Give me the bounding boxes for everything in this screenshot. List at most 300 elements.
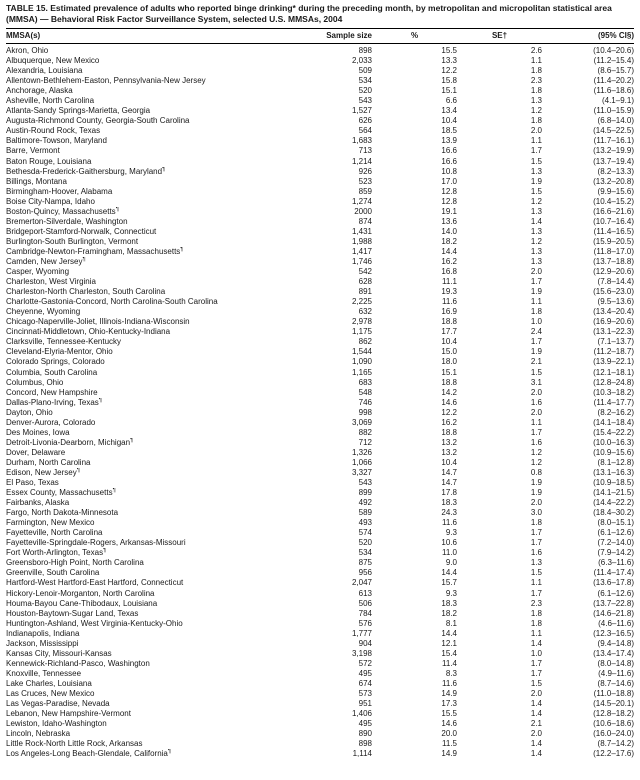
ci-cell: (8.0–14.8): [597, 658, 634, 668]
mmsa-name-cell: Kansas City, Missouri-Kansas: [6, 648, 112, 658]
ci-cell: (13.7–22.8): [593, 598, 634, 608]
ci-cell: (14.4–22.2): [593, 498, 634, 508]
sample-size-cell: 548: [358, 387, 372, 397]
ci-cell: (11.4–20.2): [593, 76, 634, 86]
mmsa-name-cell: Bridgeport-Stamford-Norwalk, Connecticut: [6, 226, 157, 236]
se-cell: 1.4: [530, 638, 542, 648]
se-cell: 3.0: [530, 508, 542, 518]
mmsa-name-cell: El Paso, Texas: [6, 478, 59, 488]
percent-cell: 16.9: [441, 307, 457, 317]
ci-cell: (11.4–17.7): [593, 397, 634, 407]
column-header-se: SE†: [457, 29, 542, 44]
ci-cell: (11.2–18.7): [593, 347, 634, 357]
sample-size-cell: 1,406: [351, 709, 372, 719]
mmsa-name-cell: Allentown-Bethlehem-Easton, Pennsylvania-New Jersey: [6, 76, 206, 86]
ci-cell: (16.9–20.6): [593, 317, 634, 327]
sample-size-cell: 534: [358, 76, 372, 86]
ci-cell: (12.8–18.2): [593, 709, 634, 719]
ci-cell: (11.4–16.5): [593, 226, 634, 236]
se-cell: 1.8: [530, 116, 542, 126]
mmsa-name-cell: Cleveland-Elyria-Mentor, Ohio: [6, 347, 113, 357]
se-cell: 2.0: [530, 689, 542, 698]
table-row: [6, 207, 634, 217]
percent-cell: 12.8: [441, 186, 457, 196]
mmsa-name-cell: Lake Charles, Louisiana: [6, 678, 92, 688]
mmsa-name-cell: Knoxville, Tennessee: [6, 668, 82, 678]
table-row: [6, 629, 634, 639]
percent-cell: 20.0: [441, 729, 457, 739]
se-cell: 1.4: [530, 216, 542, 226]
mmsa-name-cell: Houston-Baytown-Sugar Land, Texas: [6, 608, 139, 618]
table-row: [6, 56, 634, 66]
table-row: [6, 528, 634, 538]
table-row: [6, 689, 634, 699]
percent-cell: 12.2: [441, 407, 457, 417]
percent-cell: 16.2: [441, 256, 457, 266]
se-cell: 2.0: [530, 729, 542, 739]
table-row: [6, 44, 634, 57]
table-row: [6, 357, 634, 367]
percent-cell: 15.4: [441, 648, 457, 658]
percent-cell: 18.5: [441, 126, 457, 136]
sample-size-cell: 874: [358, 216, 372, 226]
table-row: [6, 448, 634, 458]
ci-cell: (8.1–12.8): [597, 457, 634, 467]
se-cell: 1.4: [530, 699, 542, 709]
table-row: [6, 106, 634, 116]
ci-cell: (14.6–21.8): [593, 608, 634, 618]
percent-cell: 9.3: [445, 528, 457, 538]
table-row: [6, 609, 634, 619]
ci-cell: (13.4–20.4): [593, 307, 634, 317]
mmsa-name-cell: Boston-Quincy, Massachusetts¶: [6, 206, 119, 216]
mmsa-name-cell: Fayetteville, North Carolina: [6, 528, 103, 538]
mmsa-name-cell: Atlanta-Sandy Springs-Marietta, Georgia: [6, 106, 151, 116]
mmsa-name-cell: Anchorage, Alaska: [6, 86, 73, 96]
mmsa-name-cell: Asheville, North Carolina: [6, 96, 95, 106]
se-cell: 0.8: [530, 467, 542, 477]
sample-size-cell: 898: [358, 46, 372, 55]
percent-cell: 16.8: [441, 267, 457, 277]
ci-cell: (13.7–18.8): [593, 256, 634, 266]
table-row: [6, 277, 634, 287]
mmsa-name-cell: Camden, New Jersey¶: [6, 256, 86, 266]
mmsa-name-cell: Fayetteville-Springdale-Rogers, Arkansas-Missouri: [6, 538, 186, 548]
se-cell: 1.7: [530, 337, 542, 347]
footnote-marker: ¶: [167, 749, 172, 755]
mmsa-name-cell: Baltimore-Towson, Maryland: [6, 136, 107, 146]
mmsa-name-cell: Akron, Ohio: [6, 46, 49, 55]
sample-size-cell: 2,033: [351, 56, 372, 66]
se-cell: 1.5: [530, 156, 542, 166]
footnote-marker: ¶: [103, 548, 107, 554]
percent-cell: 11.6: [442, 678, 457, 688]
se-cell: 1.8: [530, 307, 542, 317]
ci-cell: (14.5–20.1): [593, 699, 634, 709]
ci-cell: (18.4–30.2): [593, 508, 634, 518]
se-cell: 1.8: [530, 518, 542, 528]
table-row: [6, 709, 634, 719]
table-row: [6, 749, 634, 759]
percent-cell: 13.6: [441, 216, 457, 226]
percent-cell: 9.0: [445, 558, 457, 568]
table-row: [6, 428, 634, 438]
percent-cell: 15.1: [441, 86, 457, 96]
sample-size-cell: 891: [358, 287, 372, 297]
table-row: [6, 116, 634, 126]
mmsa-name-cell: Las Vegas-Paradise, Nevada: [6, 699, 110, 709]
se-cell: 1.2: [530, 236, 542, 246]
sample-size-cell: 899: [358, 488, 372, 498]
mmsa-name-cell: Greensboro-High Point, North Carolina: [6, 558, 144, 568]
sample-size-cell: 572: [358, 658, 372, 668]
footnote-marker: ¶: [162, 166, 166, 172]
table-row: [6, 599, 634, 609]
footnote-marker: ¶: [98, 397, 103, 403]
mmsa-name-cell: Billings, Montana: [6, 176, 67, 186]
percent-cell: 14.0: [441, 226, 457, 236]
mmsa-name-cell: Des Moines, Iowa: [6, 427, 70, 437]
table-row: [6, 217, 634, 227]
sample-size-cell: 1,326: [351, 447, 372, 457]
mmsa-name-cell: Denver-Aurora, Colorado: [6, 417, 96, 427]
mmsa-name-cell: Charleston-North Charleston, South Carolina: [6, 287, 166, 297]
sample-size-cell: 1,683: [351, 136, 372, 146]
table-row: [6, 307, 634, 317]
percent-cell: 18.3: [441, 498, 457, 508]
sample-size-cell: 2,978: [351, 317, 372, 327]
se-cell: 1.1: [530, 56, 542, 66]
ci-cell: (13.6–17.8): [593, 578, 634, 588]
footnote-marker: ¶: [112, 488, 116, 494]
percent-cell: 13.2: [441, 447, 457, 457]
se-cell: 1.3: [530, 558, 542, 568]
table-title: TABLE 15. Estimated prevalence of adults who reported binge drinking* during the preceding month, by metropolitan and micropolitan statistical area (MMSA) — Behavioral Risk Factor Surveillance System, selected U.S. MMSAs, 2004: [6, 3, 612, 24]
sample-size-cell: 2000: [354, 206, 372, 216]
mmsa-name-cell: Burlington-South Burlington, Vermont: [6, 236, 139, 246]
ci-cell: (16.0–24.0): [593, 729, 634, 739]
ci-cell: (10.3–18.2): [593, 387, 634, 397]
percent-cell: 13.9: [441, 136, 457, 146]
table-row: [6, 458, 634, 468]
table-row: [6, 227, 634, 237]
sample-size-cell: 576: [358, 618, 372, 628]
percent-cell: 15.1: [441, 367, 457, 377]
sample-size-cell: 1,090: [351, 357, 372, 367]
se-cell: 1.7: [530, 588, 542, 598]
mmsa-name-cell: Chicago-Naperville-Joliet, Illinois-Indiana-Wisconsin: [6, 317, 190, 327]
ci-cell: (13.4–17.4): [593, 648, 634, 658]
table-row: [6, 719, 634, 729]
percent-cell: 15.0: [441, 347, 457, 357]
sample-size-cell: 1,175: [351, 327, 372, 337]
table-row: [6, 157, 634, 167]
sample-size-cell: 2,047: [351, 578, 372, 588]
sample-size-cell: 875: [358, 558, 372, 568]
percent-cell: 14.2: [441, 387, 457, 397]
column-header-sample-size: Sample size: [300, 29, 372, 44]
mmsa-name-cell: Dayton, Ohio: [6, 407, 53, 417]
table-row: [6, 297, 634, 307]
mmsa-name-cell: Charleston, West Virginia: [6, 277, 96, 287]
mmsa-name-cell: Fargo, North Dakota-Minnesota: [6, 508, 119, 518]
mmsa-name-cell: Huntington-Ashland, West Virginia-Kentucky-Ohio: [6, 618, 183, 628]
column-header-percent: %: [372, 29, 457, 44]
percent-cell: 11.1: [442, 277, 457, 287]
table-row: [6, 589, 634, 599]
sample-size-cell: 495: [358, 668, 372, 678]
table-row: [6, 418, 634, 428]
ci-cell: (11.7–16.1): [593, 136, 634, 146]
ci-cell: (8.2–13.3): [597, 166, 634, 176]
percent-cell: 24.3: [441, 508, 457, 518]
percent-cell: 6.6: [445, 96, 457, 106]
sample-size-cell: 2,225: [351, 297, 372, 307]
table-row: [6, 86, 634, 96]
percent-cell: 18.0: [441, 357, 457, 367]
table-row: [6, 498, 634, 508]
sample-size-cell: 492: [358, 498, 372, 508]
mmsa-name-cell: Los Angeles-Long Beach-Glendale, California¶: [6, 749, 172, 759]
column-header-mmsa: MMSA(s): [6, 29, 300, 44]
ci-cell: (4.1–9.1): [601, 96, 634, 106]
ci-cell: (10.9–15.6): [593, 447, 634, 457]
ci-cell: (7.2–14.0): [597, 538, 634, 548]
table-row: [6, 327, 634, 337]
percent-cell: 17.7: [441, 327, 457, 337]
se-cell: 2.3: [530, 598, 542, 608]
sample-size-cell: 564: [358, 126, 372, 136]
sample-size-cell: 542: [358, 267, 372, 277]
ci-cell: (12.8–24.8): [593, 377, 634, 387]
sample-size-cell: 1,988: [351, 236, 372, 246]
ci-cell: (8.7–14.2): [597, 739, 634, 749]
se-cell: 1.5: [530, 186, 542, 196]
ci-cell: (15.6–23.0): [593, 287, 634, 297]
sample-size-cell: 589: [358, 508, 372, 518]
percent-cell: 14.6: [441, 719, 457, 729]
table-row: [6, 408, 634, 418]
se-cell: 1.2: [530, 447, 542, 457]
percent-cell: 15.5: [441, 709, 457, 719]
ci-cell: (13.1–22.3): [593, 327, 634, 337]
se-cell: 1.3: [530, 256, 542, 266]
percent-cell: 14.9: [441, 749, 457, 759]
percent-cell: 12.8: [441, 196, 457, 206]
se-cell: 1.7: [530, 668, 542, 678]
ci-cell: (16.6–21.6): [593, 206, 634, 216]
sample-size-cell: 1,544: [351, 347, 372, 357]
mmsa-name-cell: Birmingham-Hoover, Alabama: [6, 186, 113, 196]
table-row: [6, 187, 634, 197]
table-row: [6, 669, 634, 679]
se-cell: 1.3: [530, 246, 542, 256]
percent-cell: 11.0: [442, 548, 457, 558]
ci-cell: (7.9–14.2): [597, 548, 634, 558]
percent-cell: 11.4: [442, 658, 457, 668]
mmsa-name-cell: Clarksville, Tennessee-Kentucky: [6, 337, 122, 347]
percent-cell: 17.0: [441, 176, 457, 186]
se-cell: 1.6: [530, 437, 542, 447]
mmsa-name-cell: Fort Worth-Arlington, Texas¶: [6, 548, 107, 558]
table-row: [6, 177, 634, 187]
sample-size-cell: 898: [358, 739, 372, 749]
table-row: [6, 388, 634, 398]
mmsa-name-cell: Cheyenne, Wyoming: [6, 307, 81, 317]
sample-size-cell: 890: [358, 729, 372, 739]
se-cell: 1.2: [530, 457, 542, 467]
sample-size-cell: 520: [358, 538, 372, 548]
percent-cell: 10.4: [441, 116, 457, 126]
percent-cell: 12.2: [441, 66, 457, 76]
sample-size-cell: 543: [358, 96, 372, 106]
mmsa-name-cell: Kennewick-Richland-Pasco, Washington: [6, 658, 150, 668]
sample-size-cell: 998: [358, 407, 372, 417]
sample-size-cell: 520: [358, 86, 372, 96]
table-row: [6, 468, 634, 478]
mmsa-name-cell: Lebanon, New Hampshire-Vermont: [6, 709, 131, 719]
mmsa-name-cell: Hartford-West Hartford-East Hartford, Connecticut: [6, 578, 184, 588]
se-cell: 2.1: [530, 357, 542, 367]
ci-cell: (4.9–11.6): [598, 668, 634, 678]
table-row: [6, 378, 634, 388]
ci-cell: (4.6–11.6): [598, 618, 634, 628]
ci-cell: (15.4–22.2): [593, 427, 634, 437]
ci-cell: (13.7–19.4): [593, 156, 634, 166]
table-row: [6, 136, 634, 146]
table-row: [6, 257, 634, 267]
se-cell: 1.0: [530, 648, 542, 658]
se-cell: 1.9: [530, 478, 542, 488]
sample-size-cell: 1,214: [351, 156, 372, 166]
footnote-marker: ¶: [76, 467, 80, 474]
mmsa-name-cell: Austin-Round Rock, Texas: [6, 126, 101, 136]
ci-cell: (14.1–21.5): [593, 488, 634, 498]
se-cell: 2.3: [530, 76, 542, 86]
table-header: [6, 29, 634, 44]
sample-size-cell: 746: [358, 397, 372, 407]
mmsa-name-cell: Bethesda-Frederick-Gaithersburg, Maryland¶: [6, 166, 166, 176]
percent-cell: 16.6: [441, 146, 457, 156]
se-cell: 1.9: [530, 176, 542, 186]
mmsa-name-cell: Dallas-Plano-Irving, Texas¶: [6, 397, 103, 407]
sample-size-cell: 956: [358, 568, 372, 578]
se-cell: 1.1: [530, 136, 542, 146]
ci-cell: (9.5–13.6): [597, 297, 634, 307]
table-row: [6, 317, 634, 327]
percent-cell: 11.6: [442, 518, 457, 528]
se-cell: 1.3: [530, 166, 542, 176]
percent-cell: 18.8: [441, 427, 457, 437]
table-row: [6, 639, 634, 649]
footnote-marker: ¶: [180, 246, 184, 253]
ci-cell: (11.2–15.4): [593, 56, 634, 66]
table-row: [6, 488, 634, 498]
table-row: [6, 729, 634, 739]
sample-size-cell: 1,527: [351, 106, 372, 116]
se-cell: 1.8: [530, 66, 542, 76]
percent-cell: 14.7: [441, 478, 457, 488]
mmsa-name-cell: Lincoln, Nebraska: [6, 729, 71, 739]
percent-cell: 14.4: [441, 628, 457, 638]
sample-size-cell: 3,198: [351, 648, 372, 658]
se-cell: 1.2: [530, 196, 542, 206]
percent-cell: 14.4: [441, 568, 457, 578]
percent-cell: 14.7: [441, 467, 457, 477]
ci-cell: (11.0–18.8): [593, 689, 634, 698]
se-cell: 1.5: [530, 367, 542, 377]
se-cell: 1.0: [530, 317, 542, 327]
percent-cell: 14.6: [441, 397, 457, 407]
sample-size-cell: 493: [358, 518, 372, 528]
sample-size-cell: 674: [358, 678, 372, 688]
table-row: [6, 337, 634, 347]
table-row: [6, 267, 634, 277]
sample-size-cell: 859: [358, 186, 372, 196]
se-cell: 2.6: [530, 46, 542, 55]
table-row: [6, 76, 634, 86]
se-cell: 1.4: [530, 709, 542, 719]
sample-size-cell: 506: [358, 598, 372, 608]
se-cell: 1.5: [530, 568, 542, 578]
table-row: [6, 478, 634, 488]
ci-cell: (14.5–22.5): [593, 126, 634, 136]
mmsa-name-cell: Columbia, South Carolina: [6, 367, 98, 377]
mmsa-name-cell: Augusta-Richmond County, Georgia-South Carolina: [6, 116, 190, 126]
table-row: [6, 508, 634, 518]
sample-size-cell: 882: [358, 427, 372, 437]
se-cell: 2.0: [530, 407, 542, 417]
se-cell: 1.8: [530, 86, 542, 96]
percent-cell: 19.1: [441, 206, 457, 216]
table-row: [6, 649, 634, 659]
mmsa-name-cell: Casper, Wyoming: [6, 267, 70, 277]
table-row: [6, 568, 634, 578]
percent-cell: 13.3: [441, 56, 457, 66]
table-row: [6, 699, 634, 709]
percent-cell: 17.8: [441, 488, 457, 498]
footnote-marker: ¶: [82, 256, 86, 263]
ci-cell: (10.9–18.5): [593, 478, 634, 488]
percent-cell: 14.9: [441, 689, 457, 698]
sample-size-cell: 523: [358, 176, 372, 186]
se-cell: 1.2: [530, 106, 542, 116]
sample-size-cell: 1,274: [351, 196, 372, 206]
column-header-ci: (95% CI§): [542, 29, 634, 44]
table-row: [6, 247, 634, 257]
se-cell: 1.9: [530, 347, 542, 357]
se-cell: 1.7: [530, 658, 542, 668]
sample-size-cell: 1,066: [351, 457, 372, 467]
percent-cell: 18.3: [441, 598, 457, 608]
mmsa-name-cell: Boise City-Nampa, Idaho: [6, 196, 95, 206]
percent-cell: 10.8: [441, 166, 457, 176]
se-cell: 3.1: [530, 377, 542, 387]
ci-cell: (9.9–15.6): [597, 186, 634, 196]
sample-size-cell: 3,327: [351, 467, 372, 477]
sample-size-cell: 951: [358, 699, 372, 709]
table-row: [6, 739, 634, 749]
ci-cell: (13.2–19.9): [593, 146, 634, 156]
se-cell: 2.4: [530, 327, 542, 337]
percent-cell: 10.4: [441, 457, 457, 467]
se-cell: 1.1: [530, 417, 542, 427]
sample-size-cell: 574: [358, 528, 372, 538]
sample-size-cell: 904: [358, 638, 372, 648]
sample-size-cell: 628: [358, 277, 372, 287]
mmsa-name-cell: Bremerton-Silverdale, Washington: [6, 216, 128, 226]
percent-cell: 16.6: [441, 156, 457, 166]
